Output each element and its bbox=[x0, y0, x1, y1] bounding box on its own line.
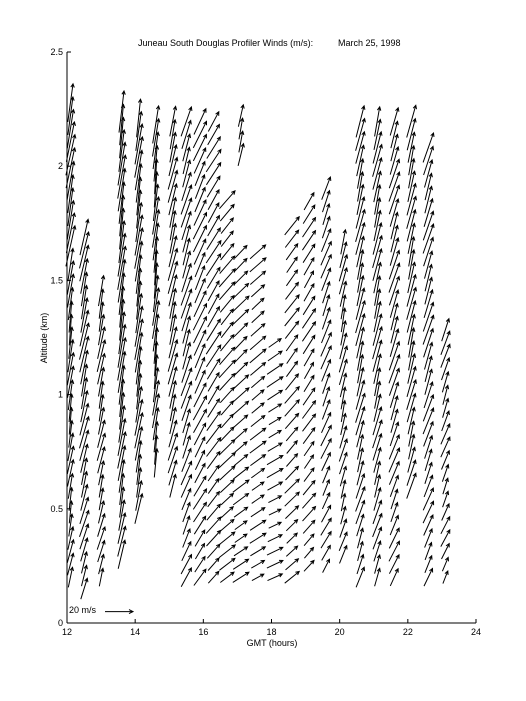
wind-vector bbox=[252, 574, 264, 581]
x-axis-ticks bbox=[62, 619, 481, 637]
wind-vector bbox=[68, 527, 74, 550]
wind-vector bbox=[357, 461, 364, 485]
wind-vector bbox=[322, 545, 331, 560]
wind-vector bbox=[235, 521, 247, 530]
wind-vector bbox=[136, 164, 142, 203]
wind-vector bbox=[322, 308, 330, 330]
wind-vector bbox=[374, 488, 381, 511]
wind-vector bbox=[267, 377, 283, 388]
wind-vector bbox=[285, 479, 300, 493]
wind-vector bbox=[194, 317, 207, 343]
wind-vector bbox=[321, 346, 331, 369]
wind-vector bbox=[251, 376, 264, 387]
wind-vector bbox=[251, 468, 264, 478]
wind-vector bbox=[194, 239, 206, 264]
x-tick-label: 22 bbox=[402, 627, 413, 637]
wind-vector bbox=[250, 428, 266, 440]
wind-vector bbox=[195, 344, 205, 368]
wind-vector bbox=[207, 228, 221, 250]
plot-frame bbox=[67, 52, 476, 623]
wind-vector bbox=[373, 527, 382, 549]
wind-vector bbox=[322, 320, 331, 343]
wind-vector bbox=[195, 188, 205, 213]
wind-vector bbox=[321, 255, 332, 279]
wind-vector bbox=[442, 319, 450, 342]
x-tick-label: 24 bbox=[470, 627, 482, 637]
wind-vector bbox=[323, 559, 330, 572]
wind-vector bbox=[303, 520, 315, 533]
wind-vector bbox=[68, 175, 75, 213]
wind-vector bbox=[194, 569, 206, 585]
wind-vector bbox=[424, 382, 433, 408]
wind-vector bbox=[340, 333, 347, 359]
wind-vector bbox=[304, 548, 313, 559]
wind-vector bbox=[424, 475, 433, 497]
wind-vector bbox=[208, 492, 220, 507]
wind-vector bbox=[268, 496, 281, 503]
wind-vector bbox=[341, 230, 347, 255]
wind-vector bbox=[118, 540, 126, 569]
wind-vector bbox=[285, 492, 300, 506]
wind-vector bbox=[443, 571, 448, 584]
reference-arrow bbox=[105, 610, 133, 614]
wind-vector bbox=[267, 456, 283, 465]
wind-vector bbox=[286, 520, 297, 531]
x-tick-label: 14 bbox=[130, 627, 141, 637]
y-tick-label: 0 bbox=[57, 618, 63, 628]
wind-vector bbox=[221, 401, 233, 415]
wind-vector bbox=[206, 254, 220, 276]
wind-vector bbox=[194, 409, 207, 432]
wind-vector bbox=[81, 538, 88, 561]
wind-vector bbox=[206, 163, 220, 185]
wind-vector bbox=[238, 144, 244, 166]
wind-vector bbox=[356, 501, 365, 525]
wind-vector bbox=[193, 121, 206, 147]
wind-vector bbox=[389, 448, 400, 472]
wind-vector bbox=[195, 175, 205, 199]
wind-vector bbox=[423, 501, 434, 523]
wind-vector bbox=[220, 387, 234, 402]
wind-vector bbox=[286, 466, 299, 480]
wind-vector bbox=[286, 454, 297, 467]
wind-vector bbox=[235, 429, 247, 440]
wind-vector bbox=[193, 489, 206, 509]
wind-vector bbox=[207, 267, 220, 288]
wind-vector bbox=[234, 507, 248, 517]
wind-vector bbox=[373, 501, 382, 524]
wind-vector bbox=[303, 481, 315, 495]
wind-vector bbox=[220, 480, 234, 493]
wind-vector bbox=[221, 414, 233, 428]
wind-vector bbox=[390, 422, 399, 446]
wind-vectors bbox=[66, 84, 450, 599]
y-axis-label: Altitude (km) bbox=[39, 312, 49, 364]
wind-vector bbox=[233, 480, 249, 492]
wind-vector bbox=[340, 426, 347, 448]
wind-vector bbox=[389, 435, 399, 459]
wind-vector bbox=[268, 535, 282, 542]
wind-vector bbox=[441, 344, 450, 367]
wind-vector bbox=[99, 501, 105, 523]
wind-vector bbox=[193, 226, 206, 252]
wind-vector bbox=[390, 382, 399, 408]
wind-vector bbox=[233, 572, 249, 582]
wind-vector bbox=[286, 361, 297, 376]
wind-vector bbox=[390, 569, 398, 586]
wind-vector bbox=[195, 371, 205, 394]
wind-vector bbox=[339, 360, 347, 385]
wind-vector bbox=[234, 271, 248, 285]
wind-vector bbox=[219, 453, 235, 468]
wind-vector bbox=[181, 475, 191, 498]
wind-vector bbox=[252, 390, 264, 400]
wind-vector bbox=[81, 578, 88, 599]
wind-vector bbox=[206, 345, 220, 367]
wind-vector bbox=[391, 396, 398, 420]
wind-vector bbox=[234, 455, 248, 466]
wind-vector bbox=[252, 311, 264, 323]
wind-vector bbox=[356, 487, 366, 512]
wind-vector bbox=[322, 360, 331, 382]
wind-vector bbox=[251, 561, 264, 569]
x-axis-label: GMT (hours) bbox=[246, 638, 298, 648]
wind-vector bbox=[250, 363, 265, 376]
wind-vector bbox=[409, 435, 415, 460]
wind-vector bbox=[195, 557, 205, 573]
wind-vector bbox=[269, 522, 281, 528]
wind-vector bbox=[233, 401, 248, 415]
wind-vector bbox=[250, 336, 266, 350]
wind-vector bbox=[182, 449, 191, 472]
wind-vector bbox=[233, 284, 248, 299]
wind-vector bbox=[391, 409, 398, 432]
wind-vector bbox=[220, 440, 235, 455]
wind-vector bbox=[194, 148, 206, 173]
wind-vector bbox=[136, 255, 142, 294]
wind-vector bbox=[81, 485, 88, 511]
wind-vector bbox=[183, 409, 191, 433]
wind-vector bbox=[250, 258, 266, 272]
reference-vector bbox=[69, 605, 133, 615]
wind-vector bbox=[250, 520, 266, 530]
wind-vector bbox=[195, 266, 205, 290]
wind-vector bbox=[302, 493, 315, 508]
wind-vector bbox=[194, 383, 206, 407]
wind-vector bbox=[233, 494, 248, 505]
wind-vector bbox=[68, 84, 75, 122]
wind-vector bbox=[120, 380, 125, 417]
wind-vector bbox=[389, 462, 399, 485]
wind-vector bbox=[99, 568, 104, 586]
wind-vector bbox=[423, 395, 433, 421]
wind-vector bbox=[98, 514, 106, 537]
wind-vector bbox=[321, 333, 332, 357]
wind-vector bbox=[267, 469, 283, 478]
wind-vector bbox=[424, 422, 434, 447]
wind-vector bbox=[252, 403, 264, 413]
wind-vector bbox=[251, 285, 264, 297]
wind-vector bbox=[322, 217, 330, 239]
reference-arrow-line bbox=[105, 610, 133, 614]
wind-vector bbox=[235, 337, 247, 350]
wind-vector bbox=[137, 177, 142, 215]
wind-vector bbox=[206, 332, 221, 354]
wind-vector bbox=[181, 461, 192, 485]
wind-vector bbox=[136, 347, 142, 385]
wind-vector bbox=[442, 358, 450, 380]
wind-vector bbox=[194, 109, 206, 135]
x-tick-label: 20 bbox=[334, 627, 345, 637]
wind-vector bbox=[304, 534, 314, 546]
wind-vector bbox=[207, 544, 220, 558]
wind-vector bbox=[304, 193, 314, 210]
wind-vector bbox=[322, 229, 331, 252]
wind-vector bbox=[423, 488, 433, 510]
wind-vector bbox=[208, 465, 219, 481]
wind-vector bbox=[303, 428, 315, 444]
wind-vector bbox=[251, 508, 265, 517]
wind-vector bbox=[137, 269, 142, 307]
wind-vector bbox=[269, 339, 281, 348]
wind-vector bbox=[423, 408, 434, 434]
wind-vector bbox=[268, 351, 282, 361]
wind-vector bbox=[407, 460, 416, 486]
wind-vector bbox=[235, 442, 247, 453]
wind-vector bbox=[304, 468, 314, 482]
wind-vector bbox=[119, 366, 125, 405]
wind-vector bbox=[285, 506, 298, 519]
wind-vector bbox=[206, 241, 221, 263]
y-tick-label: 2.5 bbox=[50, 47, 63, 57]
wind-vector bbox=[285, 414, 298, 429]
wind-vector bbox=[341, 321, 347, 346]
wind-vector bbox=[321, 242, 332, 266]
wind-vector bbox=[221, 507, 233, 518]
wind-vector bbox=[287, 533, 298, 543]
wind-vector bbox=[286, 559, 299, 570]
wind-vector bbox=[356, 567, 364, 587]
wind-vector bbox=[221, 427, 234, 441]
wind-vector bbox=[234, 547, 248, 556]
wind-vector bbox=[233, 375, 248, 389]
wind-vector bbox=[267, 547, 283, 555]
wind-vector bbox=[374, 448, 382, 473]
wind-vector bbox=[195, 253, 205, 277]
wind-vector bbox=[234, 362, 248, 375]
wind-vector bbox=[207, 176, 220, 197]
wind-vector bbox=[287, 441, 298, 454]
wind-vector bbox=[250, 245, 266, 259]
x-tick-label: 12 bbox=[61, 627, 73, 637]
wind-vector bbox=[221, 494, 233, 505]
wind-vector bbox=[233, 388, 249, 402]
wind-vector bbox=[250, 455, 265, 466]
wind-vector bbox=[194, 200, 206, 226]
wind-vector bbox=[220, 572, 234, 582]
wind-vector bbox=[80, 511, 90, 537]
wind-vector bbox=[193, 213, 206, 240]
wind-vector bbox=[442, 557, 448, 571]
wind-vector bbox=[286, 546, 297, 556]
wind-vector bbox=[183, 436, 191, 459]
wind-vector bbox=[220, 466, 235, 480]
wind-vector bbox=[181, 382, 192, 409]
wind-vector bbox=[425, 369, 433, 394]
wind-vector bbox=[206, 150, 221, 172]
wind-vector bbox=[267, 560, 283, 568]
wind-vector bbox=[233, 467, 248, 479]
wind-vector bbox=[235, 350, 247, 363]
wind-vector bbox=[194, 330, 206, 355]
wind-vector bbox=[287, 348, 298, 363]
wind-vector bbox=[268, 404, 281, 412]
y-tick-label: 2 bbox=[57, 161, 63, 172]
wind-vector bbox=[250, 533, 266, 543]
wind-vector bbox=[207, 137, 221, 159]
wind-vector bbox=[233, 310, 248, 325]
wind-vector bbox=[207, 531, 221, 547]
wind-vector bbox=[221, 309, 233, 325]
wind-vector bbox=[340, 453, 348, 475]
wind-vector bbox=[373, 514, 383, 537]
chart-date: March 25, 1998 bbox=[338, 38, 401, 48]
wind-vector bbox=[234, 323, 248, 337]
wind-vector bbox=[375, 475, 381, 498]
wind-vector bbox=[235, 246, 247, 259]
wind-vector bbox=[407, 473, 417, 498]
wind-vector bbox=[425, 356, 432, 382]
wind-vector bbox=[441, 424, 450, 444]
wind-vector bbox=[408, 447, 416, 472]
wind-vector bbox=[233, 296, 249, 311]
reference-vector-label: 20 m/s bbox=[69, 605, 97, 615]
wind-vector bbox=[97, 527, 105, 550]
y-tick-label: 1.5 bbox=[50, 275, 63, 286]
wind-vector bbox=[234, 415, 248, 427]
wind-vector bbox=[425, 463, 432, 484]
wind-vector bbox=[220, 532, 235, 544]
wind-vector bbox=[195, 544, 204, 559]
wind-vector bbox=[304, 442, 314, 456]
wind-vector bbox=[303, 507, 316, 521]
wind-vector bbox=[208, 479, 219, 494]
wind-vector bbox=[235, 259, 247, 272]
wind-vector bbox=[193, 396, 206, 420]
y-tick-label: 1 bbox=[57, 389, 63, 400]
wind-vector bbox=[358, 448, 364, 472]
wind-vector bbox=[286, 427, 298, 441]
wind-vector bbox=[221, 520, 234, 532]
wind-vector bbox=[267, 364, 283, 375]
wind-vector bbox=[250, 349, 266, 363]
wind-vector bbox=[269, 418, 281, 425]
wind-vector bbox=[250, 547, 265, 556]
wind-vector bbox=[195, 358, 204, 381]
wind-vector bbox=[285, 572, 300, 584]
wind-vector bbox=[322, 177, 331, 200]
wind-vector bbox=[208, 571, 219, 583]
wind-vector bbox=[269, 430, 281, 437]
wind-vector bbox=[193, 135, 206, 161]
y-tick-label: 0.5 bbox=[50, 503, 63, 514]
wind-vector bbox=[268, 482, 283, 490]
wind-vector bbox=[168, 447, 178, 473]
wind-vector bbox=[207, 319, 221, 341]
wind-vector bbox=[252, 495, 264, 503]
wind-vector bbox=[194, 423, 205, 445]
chart-title: Juneau South Douglas Profiler Winds (m/s): bbox=[138, 38, 314, 48]
wind-vector bbox=[341, 414, 347, 435]
wind-vector bbox=[304, 561, 314, 572]
wind-vector bbox=[442, 544, 450, 559]
wind-vector bbox=[304, 455, 313, 469]
wind-vector bbox=[67, 540, 74, 563]
wind-vector bbox=[235, 534, 247, 542]
wind-vector bbox=[268, 443, 282, 451]
wind-vector bbox=[219, 545, 235, 558]
wind-vector bbox=[194, 291, 206, 317]
wind-vector bbox=[233, 559, 248, 569]
x-tick-label: 16 bbox=[198, 627, 209, 637]
wind-vector bbox=[287, 257, 298, 272]
wind-vector bbox=[252, 482, 264, 490]
wind-vector bbox=[389, 541, 399, 561]
wind-vector bbox=[441, 331, 450, 355]
wind-vector bbox=[339, 439, 347, 461]
wind-vector bbox=[208, 558, 219, 570]
wind-vector bbox=[169, 461, 177, 486]
wind-vector bbox=[183, 423, 190, 446]
wind-vector bbox=[321, 425, 331, 446]
wind-vector bbox=[425, 436, 433, 459]
wind-vector bbox=[268, 390, 283, 400]
wind-vector bbox=[195, 279, 205, 303]
wind-vector bbox=[80, 524, 89, 549]
wind-vector bbox=[322, 268, 331, 291]
wind-vector bbox=[182, 395, 191, 421]
wind-vector bbox=[251, 416, 265, 427]
wind-vector bbox=[356, 474, 365, 499]
wind-vector bbox=[220, 558, 235, 570]
wind-vector bbox=[251, 324, 265, 337]
wind-vector bbox=[268, 574, 283, 581]
wind-vector bbox=[250, 271, 265, 284]
wind-vector bbox=[221, 218, 233, 234]
wind-vector bbox=[195, 162, 205, 186]
x-tick-label: 18 bbox=[266, 627, 277, 637]
wind-vector bbox=[252, 298, 264, 309]
wind-vector bbox=[250, 441, 266, 453]
wind-vector bbox=[193, 304, 206, 331]
wind-vector bbox=[269, 509, 281, 515]
wind-vector bbox=[153, 106, 160, 143]
